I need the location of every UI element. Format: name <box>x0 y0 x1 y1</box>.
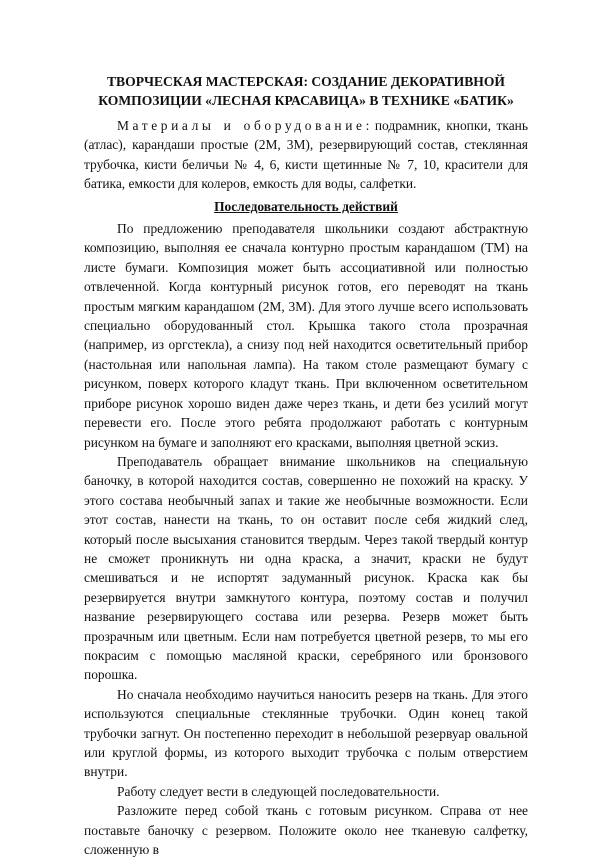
materials-label: Материалы и оборудование <box>117 118 366 133</box>
document-title: ТВОРЧЕСКАЯ МАСТЕРСКАЯ: СОЗДАНИЕ ДЕКОРАТИВНОЙ КОМПОЗИЦИИ «ЛЕСНАЯ КРАСАВИЦА» В ТЕХНИКЕ «БАТИК» <box>98 74 514 108</box>
section-subheading: Последовательность действий <box>214 198 398 214</box>
materials-paragraph <box>84 116 528 194</box>
body-paragraph-2: Преподаватель обращает внимание школьников на специальную баночку, в которой находится состав, совершенно не похожий на краску. У этого состава необычный запах и такие же необычные возможности. Если этот состав, нанести на ткань, то он оставит после себя жидкий след, который после высыхания становится твердым. Через такой твердый контур не сможет проникнуть ни одна краска, а значит, краски не будут смешиваться и не испортят задуманный рисунок. Краска как бы резервируется внутри замкнутого контура, поэтому состав и получил название резервирующего состава или резерва. Резерв может быть прозрачным или цветным. Если нам потребуется цветной резерв, то мы его покрасим с помощью масляной краски, серебряного или бронзового порошка. <box>84 453 528 683</box>
body-paragraph-1: По предложению преподавателя школьники создают абстрактную композицию, выполняя ее сначала контурно простым карандашом (ТМ) на листе бумаги. Композиция может быть ассоциативной или полностью отвлеченной. Когда контурный рисунок готов, его переводят на ткань простым мягким карандашом (2М, 3М). Для этого лучше всего использовать специально оборудованный стол. Крышка такого стола прозрачная (например, из оргстекла), а снизу под ней находится осветительный прибор (настольная или напольная лампа). На таком столе размещают бумагу с рисунком, поверх которого кладут ткань. При включенном осветительном приборе рисунок хорошо виден даже через ткань, и дети без усилий могут перевести его. После этого ребята продолжают работать с контурным рисунком на бумаге и заполняют его красками, выполняя цветной эскиз. <box>84 221 528 450</box>
document-body <box>84 116 528 859</box>
body-paragraph-5: Разложите перед собой ткань с готовым рисунком. Справа от нее поставьте баночку с резервом. Положите около нее тканевую салфетку, сложенную в <box>84 803 528 858</box>
body-paragraph-4: Работу следует вести в следующей последовательности. <box>117 783 440 799</box>
body-paragraph-3: Но сначала необходимо научиться наносить резерв на ткань. Для этого используются специальные стеклянные трубочки. Один конец такой трубочки загнут. Он постепенно переходит в небольшой резервуар овальной или круглой формы, из которого выходит трубочка с полым отверстием внутри. <box>84 686 528 780</box>
materials-text: : подрамник, кнопки, ткань (атлас), карандаши простые (2М, 3М), резервирующий состав, стеклянная трубочка, кисти беличьи № 4, 6, кисти щетинные № 7, 10, красители для батика, емкости для колеров, емкость для воды, салфетки. <box>84 118 528 192</box>
